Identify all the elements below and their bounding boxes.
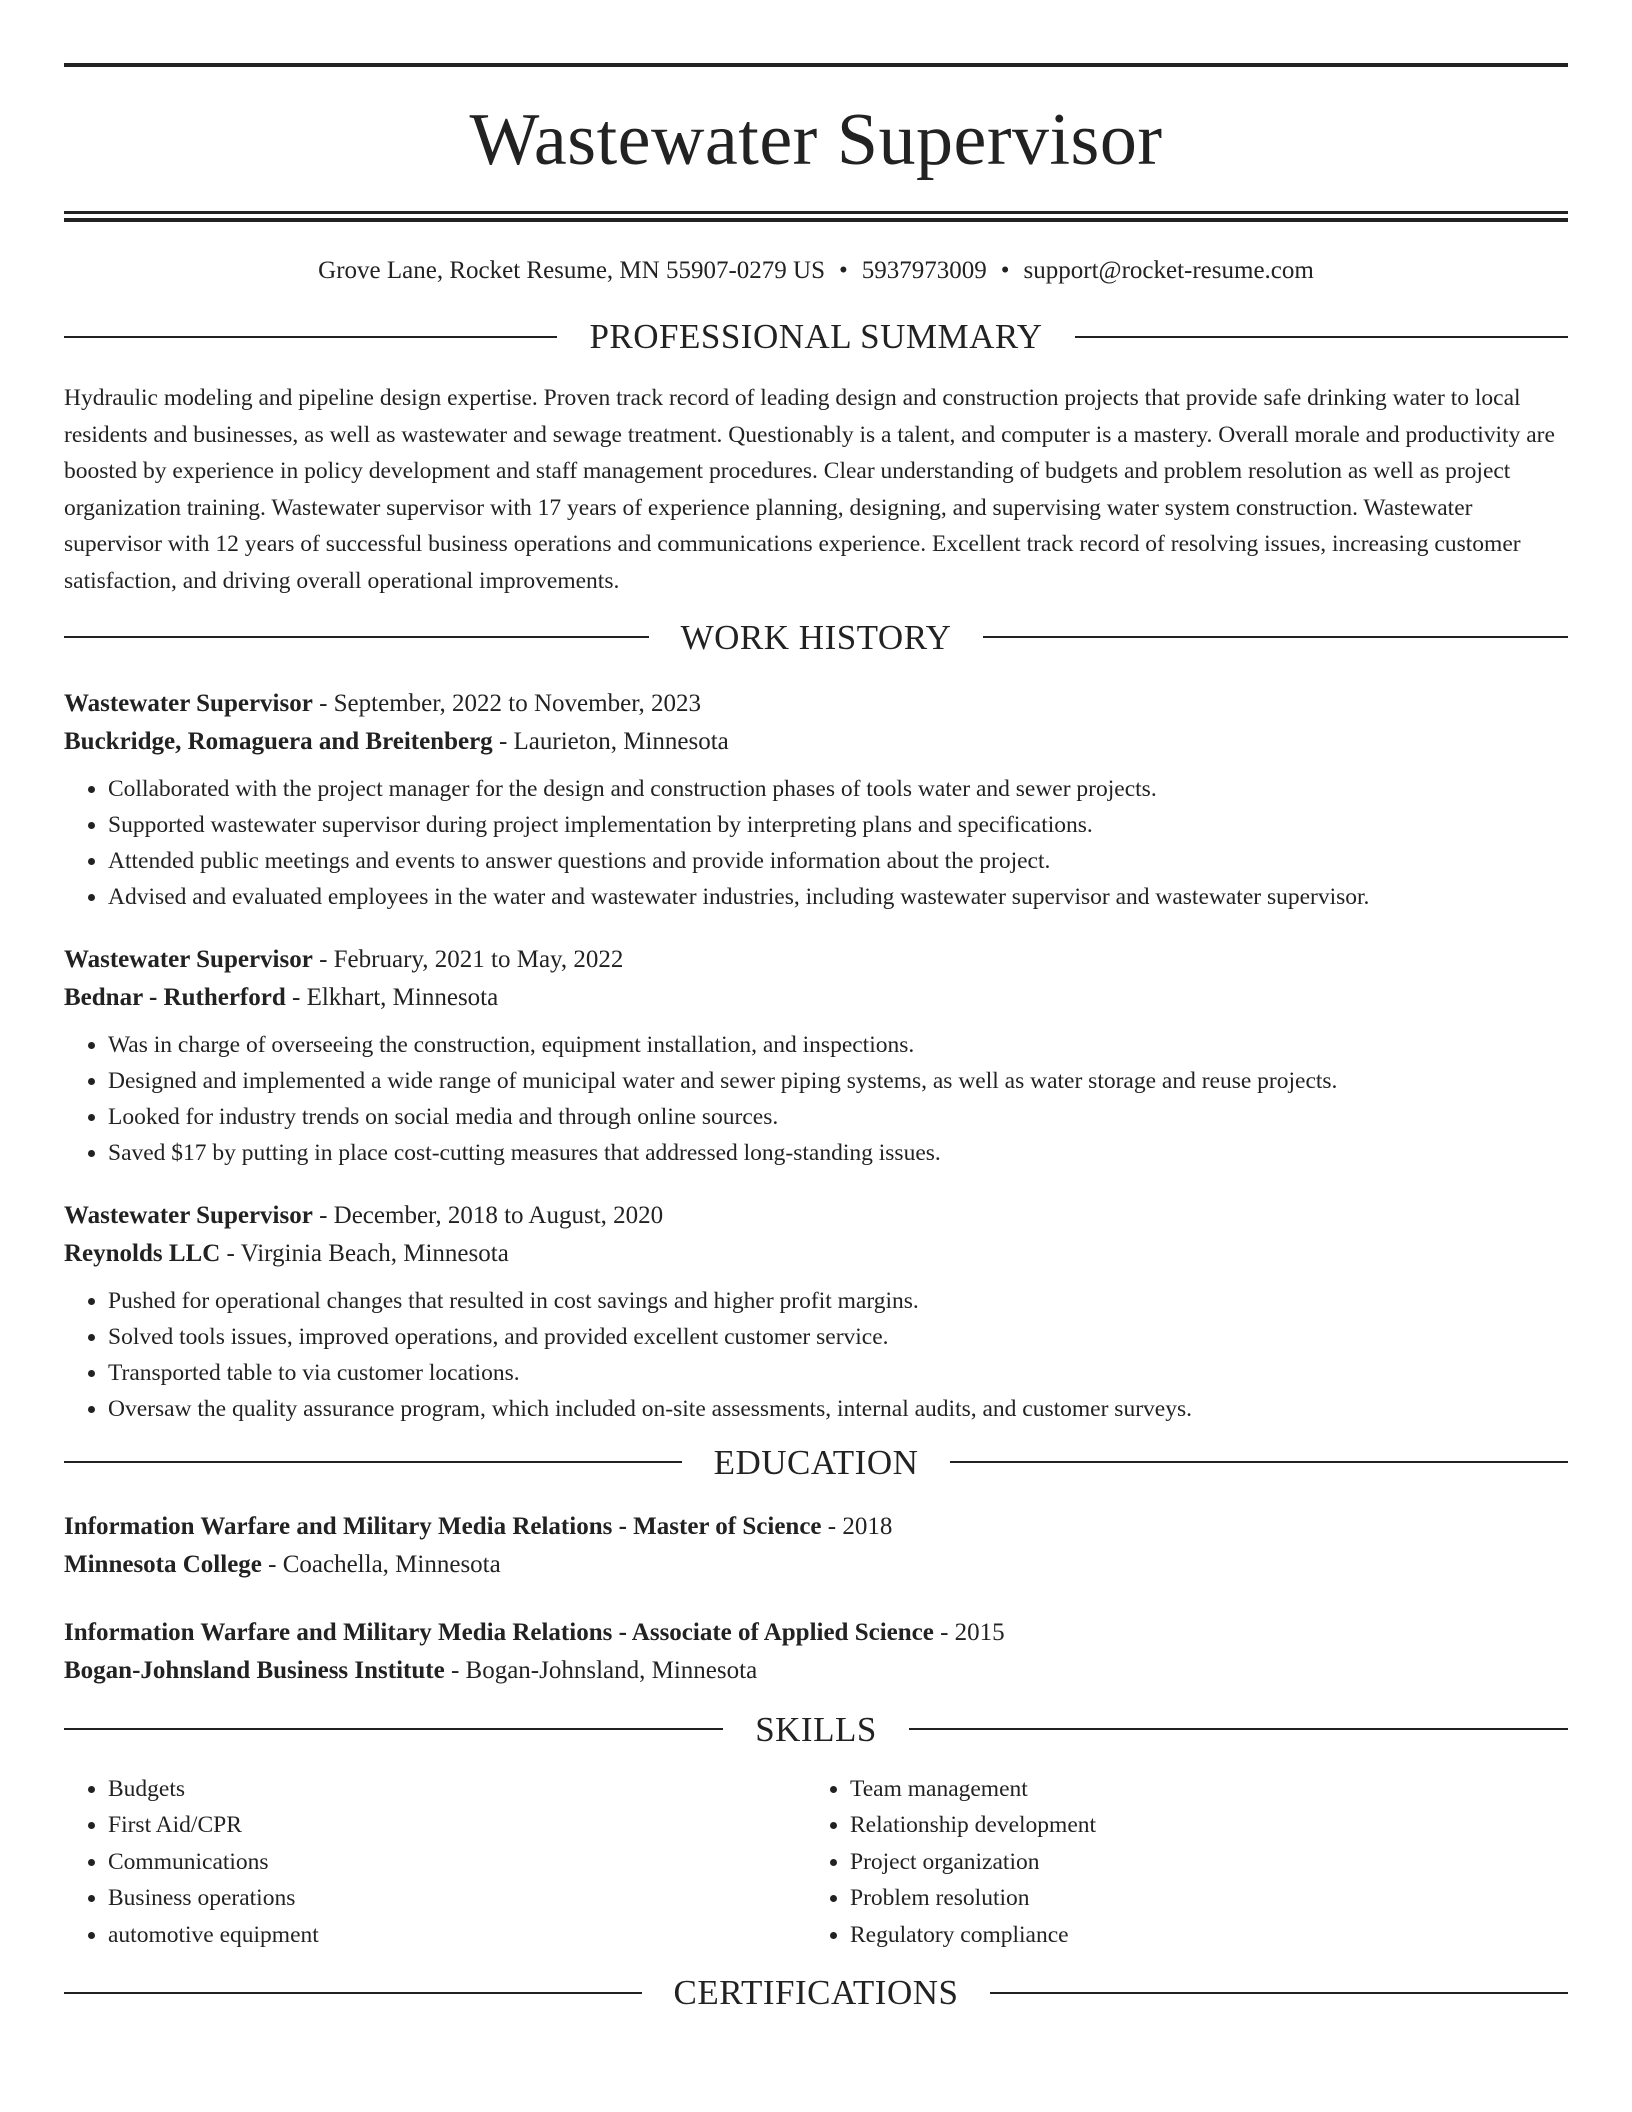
- job-bullet: • Designed and implemented a wide range of municipal water and sewer piping systems, as well as water storage and reuse projects.: [108, 1063, 1568, 1099]
- education-year: - 2018: [821, 1512, 893, 1540]
- heading-rule: [64, 1992, 642, 1994]
- job-role: Wastewater Supervisor: [64, 689, 313, 717]
- education-degree: Information Warfare and Military Media Relations - Associate of Applied Science: [64, 1618, 934, 1646]
- job-bullet: • Supported wastewater supervisor during project implementation by interpreting plans and specifications.: [108, 807, 1568, 843]
- job-role: Wastewater Supervisor: [64, 1201, 313, 1229]
- job-bullet: • Transported table to via customer locations.: [108, 1355, 1568, 1391]
- education-degree: Information Warfare and Military Media Relations - Master of Science: [64, 1512, 822, 1540]
- summary-section-heading: [64, 319, 1568, 354]
- header-top-rule: [64, 63, 1568, 67]
- resume-name: Wastewater Supervisor: [469, 99, 1163, 181]
- education-school: Bogan-Johnsland Business Institute: [64, 1656, 445, 1684]
- contact-separator: •: [839, 257, 848, 284]
- contact-address: Grove Lane, Rocket Resume, MN 55907-0279 US: [318, 257, 826, 284]
- job-bullet: • Looked for industry trends on social media and through online sources.: [108, 1099, 1568, 1135]
- section-title: WORK HISTORY: [680, 617, 952, 657]
- job-company: Reynolds LLC: [64, 1239, 221, 1267]
- heading-rule: [1075, 336, 1568, 338]
- skills-grid: [64, 1771, 1568, 1954]
- skill-item: • First Aid/CPR: [108, 1807, 806, 1844]
- job-bullet: • Oversaw the quality assurance program, which included on-site assessments, internal audits, and customer surveys.: [108, 1391, 1568, 1427]
- education-degree-line: [64, 1614, 1568, 1652]
- education-entry: [64, 1614, 1568, 1690]
- skill-item: • Relationship development: [850, 1807, 1565, 1844]
- job-location: - Laurieton, Minnesota: [492, 727, 729, 755]
- education-location: - Bogan-Johnsland, Minnesota: [444, 1656, 758, 1684]
- job-dates: - September, 2022 to November, 2023: [312, 689, 702, 717]
- certifications-section-heading: [64, 1973, 1568, 2013]
- skills-column-right: [806, 1771, 1565, 1954]
- skill-item: • Communications: [108, 1844, 806, 1881]
- skills-section-heading: [64, 1709, 1568, 1749]
- section-title: EDUCATION: [713, 1442, 919, 1482]
- job-location: - Virginia Beach, Minnesota: [220, 1239, 509, 1267]
- heading-rule: [909, 1728, 1568, 1730]
- job-company: Bednar - Rutherford: [64, 983, 286, 1011]
- job-bullet: • Was in charge of overseeing the construction, equipment installation, and inspections.: [108, 1027, 1568, 1063]
- job-role: Wastewater Supervisor: [64, 945, 313, 973]
- contact-separator: •: [1000, 257, 1010, 284]
- summary-text: Hydraulic modeling and pipeline design expertise. Proven track record of leading design and construction projects that provide safe drinking water to local residents and businesses, as well as wastewater and sewage treatment. Questionably is a talent, and computer is a mastery. Overall morale and productivity are boosted by experience in policy development and staff management procedures. Clear understanding of budgets and problem resolution as well as project organization training. Wastewater supervisor with 17 years of experience planning, designing, and supervising water system construction. Wastewater supervisor with 12 years of successful business operations and communications experience. Excellent track record of resolving issues, increasing customer satisfaction, and driving overall operational improvements.: [64, 385, 1555, 594]
- job-company-line: [64, 1235, 1568, 1273]
- work-section-heading: [64, 617, 1568, 657]
- contact-phone: 5937973009: [861, 257, 987, 284]
- heading-rule: [983, 636, 1568, 638]
- skill-item: • Problem resolution: [850, 1880, 1565, 1917]
- heading-rule: [990, 1992, 1568, 1994]
- job-bullets: [64, 1027, 1568, 1171]
- job-location: - Elkhart, Minnesota: [285, 983, 499, 1011]
- section-title: SKILLS: [755, 1709, 877, 1749]
- education-year: - 2015: [933, 1618, 1005, 1646]
- header-double-rule: [64, 211, 1568, 222]
- job-entry: [64, 1197, 1568, 1427]
- education-location: - Coachella, Minnesota: [261, 1550, 501, 1578]
- job-company-line: [64, 979, 1568, 1017]
- job-dates: - February, 2021 to May, 2022: [312, 945, 624, 973]
- education-school-line: [64, 1546, 1568, 1584]
- skill-item: • automotive equipment: [108, 1917, 806, 1954]
- education-section-heading: [64, 1442, 1568, 1482]
- job-bullets: [64, 771, 1568, 915]
- heading-rule: [64, 636, 649, 638]
- job-bullet: • Collaborated with the project manager for the design and construction phases of tools water and sewer projects.: [108, 771, 1568, 807]
- job-company: Buckridge, Romaguera and Breitenberg: [64, 727, 493, 755]
- education-entry: [64, 1508, 1568, 1584]
- skill-item: • Business operations: [108, 1880, 806, 1917]
- heading-rule: [64, 1461, 682, 1463]
- skills-column-left: [64, 1771, 806, 1954]
- section-title: CERTIFICATIONS: [673, 1973, 959, 2013]
- contact-email[interactable]: support@rocket-resume.com: [1023, 257, 1314, 284]
- heading-rule: [950, 1461, 1568, 1463]
- job-role-line: [64, 1197, 1568, 1235]
- job-entry: [64, 685, 1568, 915]
- job-bullet: • Attended public meetings and events to answer questions and provide information about the project.: [108, 843, 1568, 879]
- job-bullet: • Pushed for operational changes that resulted in cost savings and higher profit margins.: [108, 1283, 1568, 1319]
- skill-item: • Project organization: [850, 1844, 1565, 1881]
- job-bullet: • Solved tools issues, improved operations, and provided excellent customer service.: [108, 1319, 1568, 1355]
- job-bullet: • Advised and evaluated employees in the water and wastewater industries, including wastewater supervisor and wastewater supervisor.: [108, 879, 1568, 915]
- contact-line: [64, 258, 1568, 283]
- job-entry: [64, 941, 1568, 1171]
- education-degree-line: [64, 1508, 1568, 1546]
- education-school: Minnesota College: [64, 1550, 262, 1578]
- heading-rule: [64, 1728, 723, 1730]
- resume-page: [64, 0, 1568, 2013]
- job-dates: - December, 2018 to August, 2020: [312, 1201, 664, 1229]
- job-bullet: • Saved $17 by putting in place cost-cutting measures that addressed long-standing issues.: [108, 1135, 1568, 1171]
- job-role-line: [64, 941, 1568, 979]
- heading-rule: [64, 336, 557, 338]
- skill-item: • Regulatory compliance: [850, 1917, 1565, 1954]
- section-title: PROFESSIONAL SUMMARY: [589, 317, 1043, 356]
- skill-item: • Team management: [850, 1771, 1565, 1808]
- job-bullets: [64, 1283, 1568, 1427]
- skill-item: • Budgets: [108, 1771, 806, 1808]
- job-company-line: [64, 723, 1568, 761]
- education-school-line: [64, 1652, 1568, 1690]
- job-role-line: [64, 685, 1568, 723]
